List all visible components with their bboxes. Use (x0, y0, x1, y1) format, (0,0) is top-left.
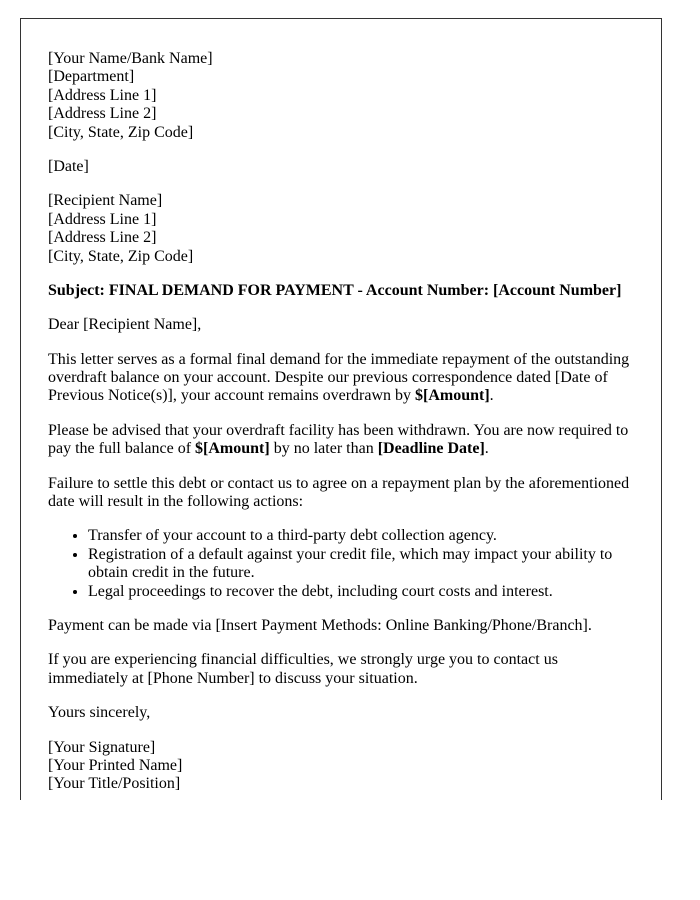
recipient-city-state-zip-line: [City, State, Zip Code] (48, 247, 194, 265)
printed-name-line: [Your Printed Name] (48, 756, 183, 774)
recipient-address-line-1: [Address Line 1] (48, 210, 157, 228)
date-line: [Date] (48, 157, 89, 175)
list-item-legal-proceedings: • Legal proceedings to recover the debt, including court costs and interest. (88, 583, 635, 601)
sender-name-line: [Your Name/Bank Name] (48, 50, 213, 67)
list-item-collection-agency: • Transfer of your account to a third-party debt collection agency. (88, 527, 635, 545)
recipient-address-block (48, 192, 635, 266)
sender-address-block (48, 50, 635, 142)
sender-city-state-zip-line: [City, State, Zip Code] (48, 123, 194, 141)
recipient-address-line-2: [Address Line 2] (48, 229, 157, 247)
sender-address-line-2: [Address Line 2] (48, 105, 157, 123)
paragraph-withdrawal: Please be advised that your overdraft facility has been withdrawn. You are now required to pay the full balance of $[Amount] by no later than [Deadline Date]. (48, 421, 629, 458)
salutation: Dear [Recipient Name], (48, 316, 202, 334)
closing-line: Yours sincerely, (48, 704, 151, 722)
sender-address-line-1: [Address Line 1] (48, 86, 157, 104)
letter-body (20, 18, 662, 800)
consequences-list (48, 527, 635, 601)
recipient-name-line: [Recipient Name] (48, 192, 163, 210)
sender-department-line: [Department] (48, 68, 135, 86)
title-position-line: [Your Title/Position] (48, 775, 181, 793)
paragraph-payment-methods: Payment can be made via [Insert Payment Methods: Online Banking/Phone/Branch]. (48, 616, 592, 634)
paragraph-financial-difficulties: If you are experiencing financial difficulties, we strongly urge you to contact us immediately at [Phone Number] to discuss your situation. (48, 651, 558, 687)
subject-line: Subject: FINAL DEMAND FOR PAYMENT - Account Number: [Account Number] (48, 281, 622, 299)
paragraph-failure-intro: Failure to settle this debt or contact us to agree on a repayment plan by the aforementioned date will result in the following actions: (48, 474, 630, 511)
list-item-default-registration: • Registration of a default against your credit file, which may impact your ability to obtain credit in the future. (88, 546, 635, 583)
signature-line: [Your Signature] (48, 738, 156, 756)
signature-block (48, 739, 635, 794)
paragraph-demand: This letter serves as a formal final demand for the immediate repayment of the outstanding overdraft balance on your account. Despite our previous correspondence dated [Date of Previous Notice(s)], your account remains overdrawn by $[Amount]. (48, 350, 630, 405)
